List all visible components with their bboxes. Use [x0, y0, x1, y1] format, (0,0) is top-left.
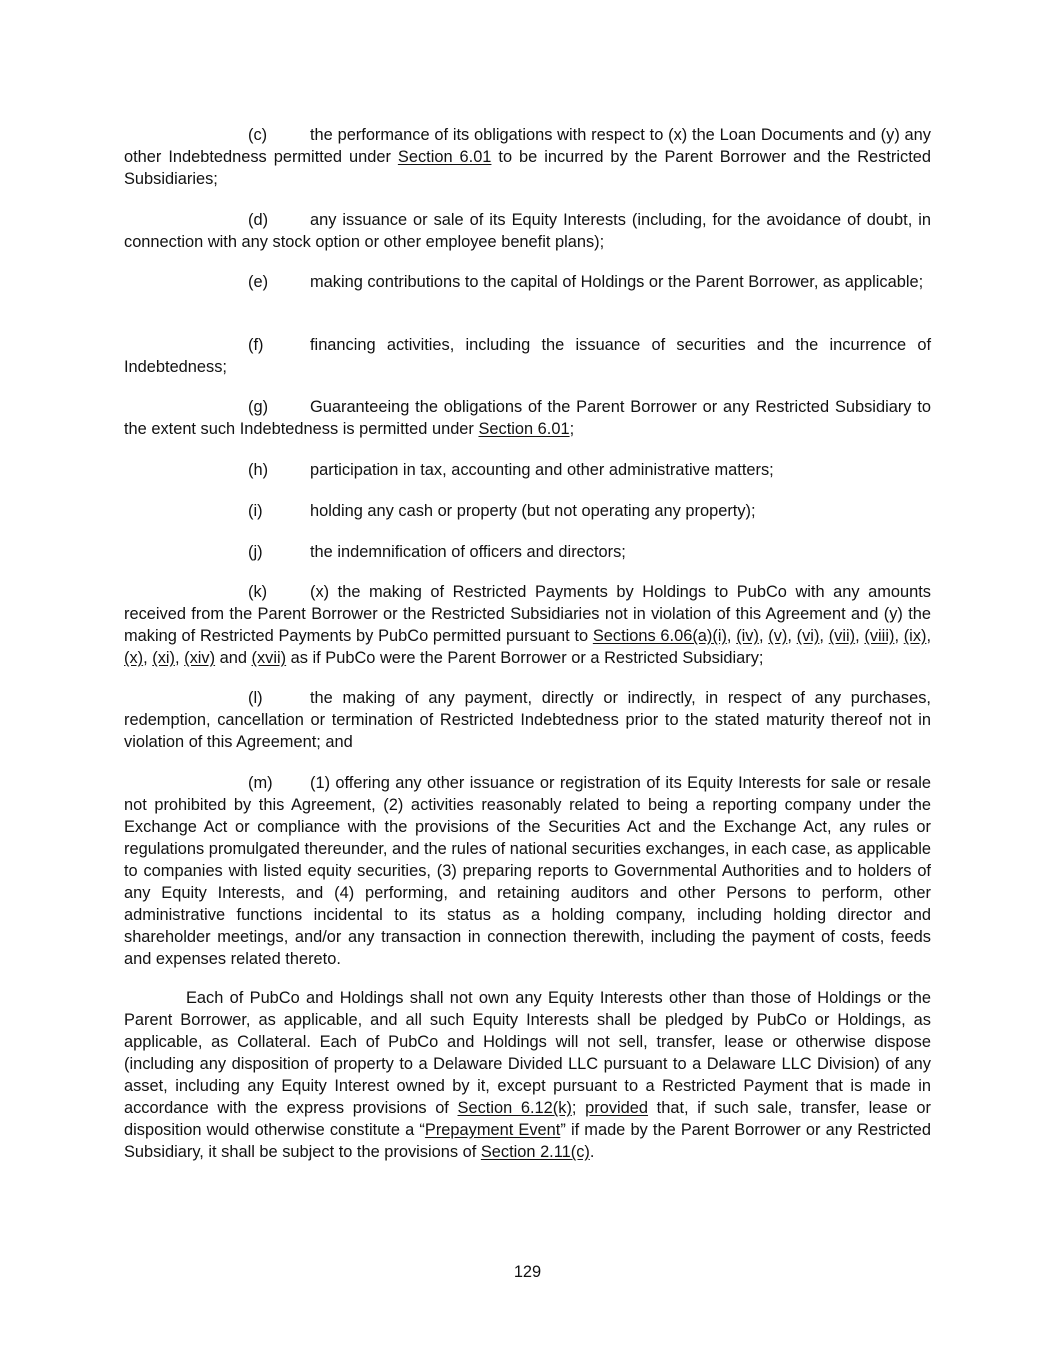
closing-paragraph: Each of PubCo and Holdings shall not own any Equity Interests other than those of Holdings or the Parent Borrower, as applicable, and all such Equity Interests shall be pledged by PubCo or Holdings, as applicable, as Collateral. Each of PubCo and Holdings will not sell, transfer, lease or otherwise dispose (including any disposition of property to a Delaware Divided LLC pursuant to a Delaware LLC Division) of any asset, including any Equity Interest owned by it, except pursuant to a Restricted Payment that is made in accordance with the express provisions of Section 6.12(k); provided that, if such sale, transfer, lease or disposition would otherwise constitute a “Prepayment Event” if made by the Parent Borrower or any Restricted Subsidiary, it shall be subject to the provisions of Section 2.11(c). [124, 989, 932, 1161]
clause-label: (k) [248, 583, 268, 601]
clause-f: (f) financing activities, including the issuance of securities and the incurrence of Indebtedness; [124, 336, 931, 376]
clause-label: (l) [248, 689, 263, 707]
clause-h: participation in tax, accounting and other administrative matters; [310, 461, 774, 479]
clause-label: (j) [248, 543, 263, 561]
section-reference: (xiv) [184, 649, 216, 667]
clause-m: (m) (1) offering any other issuance or registration of its Equity Interests for sale or resale not prohibited by this Agreement, (2) activities reasonably related to being a reporting company under the Exchange Act or compliance with the provisions of the Securities Act and the Exchange Act, any rules or regulations promulgated thereunder, and the rules of national securities exchanges, in each case, as applicable to companies with listed equity securities, (3) preparing reports to Governmental Authorities and to holders of any Equity Interests, and (4) performing, and retaining auditors and other Persons to perform, other administrative functions incidental to its status as a holding company, including holding director and shareholder meetings, and/or any transaction in connection therewith, including the payment of costs, feeds and expenses related thereto. [124, 774, 931, 968]
clause-label: (d) [248, 211, 269, 229]
clause-label: (h) [248, 461, 269, 479]
section-reference: (iv) [736, 627, 759, 645]
clause-label: (g) [248, 398, 269, 416]
clause-label: (f) [248, 336, 264, 354]
section-reference: (v) [768, 627, 788, 645]
clause-label: (i) [248, 502, 263, 520]
clause-k: (k) (x) the making of Restricted Payments by Holdings to PubCo with any amounts received from the Parent Borrower or the Restricted Subsidiaries not in violation of this Agreement and (y) the making of Restricted Payments by PubCo permitted pursuant to Sections 6.06(a)(i), (iv), (v), (vi), (vii), (viii), (ix), (x), (xi), (xiv) and (xvii) as if PubCo were the Parent Borrower or a Restricted Subsidiary; [124, 583, 932, 667]
clause-g: (g) Guaranteeing the obligations of the Parent Borrower or any Restricted Subsidiary to the extent such Indebtedness is permitted under Section 6.01; [124, 398, 931, 438]
clause-c: (c) the performance of its obligations with respect to (x) the Loan Documents and (y) any other Indebtedness permitted under Section 6.01 to be incurred by the Parent Borrower and the Restricted Subsidiaries; [124, 126, 932, 188]
clause-label: (e) [248, 273, 269, 291]
section-reference: (vii) [828, 627, 856, 645]
defined-term: Prepayment Event [424, 1121, 561, 1139]
section-reference: Section 6.12(k) [457, 1099, 572, 1117]
page-number: 129 [513, 1263, 542, 1281]
clause-l: (l) the making of any payment, directly or indirectly, in respect of any purchases, redemption, cancellation or termination of Restricted Indebtedness prior to the stated maturity thereof not in violation of this Agreement; and [124, 689, 931, 751]
section-reference: (xi) [152, 649, 175, 667]
defined-term: provided [585, 1099, 649, 1117]
clause-j: the indemnification of officers and directors; [310, 543, 626, 561]
section-reference: (xvii) [251, 649, 287, 667]
section-reference: Section 2.11(c) [480, 1143, 590, 1161]
clause-d: (d) any issuance or sale of its Equity Interests (including, for the avoidance of doubt, in connection with any stock option or other employee benefit plans); [124, 211, 931, 251]
clause-i: holding any cash or property (but not operating any property); [310, 502, 756, 520]
section-reference: (ix) [903, 627, 927, 645]
clause-label: (c) [248, 126, 268, 144]
section-reference: Sections 6.06(a)(i) [592, 627, 727, 645]
section-reference: (x) [124, 649, 144, 667]
clause-e: (e) making contributions to the capital of Holdings or the Parent Borrower, as applicable; [248, 273, 924, 291]
section-reference: Section 6.01 [397, 148, 492, 166]
section-reference: (viii) [864, 627, 895, 645]
section-reference: (vi) [796, 627, 820, 645]
clause-label: (m) [248, 774, 273, 792]
section-reference: Section 6.01 [478, 420, 570, 438]
